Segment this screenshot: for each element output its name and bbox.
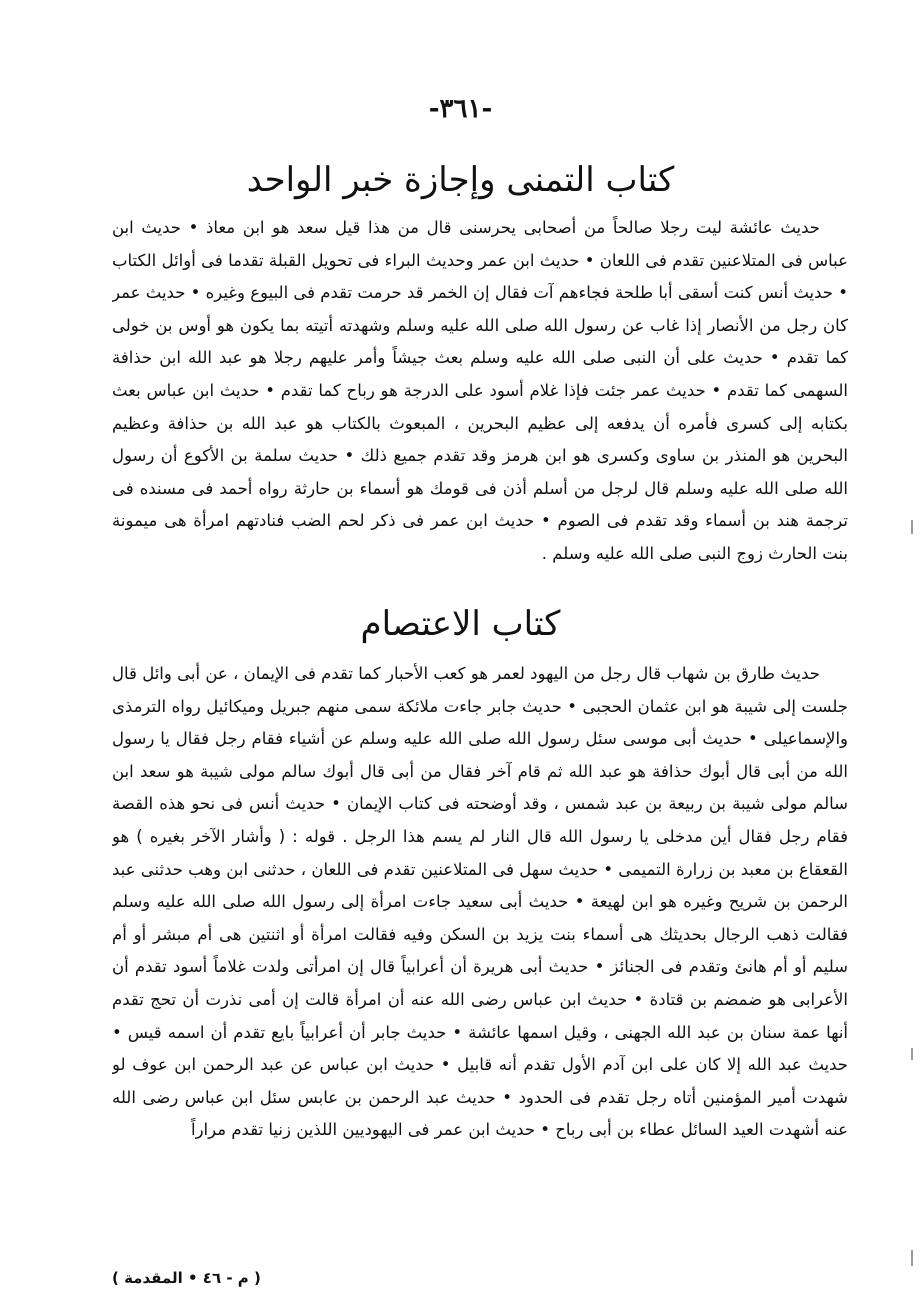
chapter-title-tamanni: كتاب التمنى وإجازة خبر الواحد [246,160,675,200]
scan-edge-mark [911,520,913,534]
signature-mark: ( م - ٤٦ • المقدمة ) [112,1269,261,1287]
scan-edge-mark [911,1250,913,1266]
section-paragraph: حديث طارق بن شهاب قال رجل من اليهود لعمر هو كعب الأحبار كما تقدم فى الإيمان ، عن أبى وائل قال جلست إلى شيبة هو ابن عثمان الحجبى • حديث جابر جاءت ملائكة سمى منهم جبريل وميكائيل رواه الترمذى والإسماعيلى • حديث أبى موسى سئل رسول الله صلى الله عليه وسلم عن أشياء فقام رجل فقال يا رسول الله من أبى قال أبوك حذافة هو عبد الله ثم قام آخر فقال من أبى قال أبوك سالم مولى شيبة هو سعد ابن سالم مولى شيبة بن ربيعة بن عبد شمس ، وقد أوضحته فى كتاب الإيمان • حديث أنس فى نحو هذه القصة فقام رجل فقال أين مدخلى يا رسول الله قال النار لم يسم هذا الرجل . قوله : ( وأشار الآخر بغيره ) هو القعقاع بن معبد بن زرارة التميمى • حديث سهل فى المتلاعنين تقدم فى اللعان ، حدثنى ابن وهب حدثنى عبد الرحمن بن شريح وغيره هو ابن لهيعة • حديث أبى سعيد جاءت امرأة إلى رسول الله صلى الله عليه وسلم فقالت ذهب الرجال بحديثك هى أسماء بنت يزيد بن السكن وفيه فقالت امرأة أو اثنتين هى أم مبشر أو أم سليم أو أم هانئ وتقدم فى الجنائز • حديث أبى هريرة أن أعرابياً قال إن امرأتى ولدت غلاماً أسود تقدم أن الأعرابى هو ضمضم بن قتادة • حديث ابن عباس رضى الله عنه أن امرأة قالت إن أمى نذرت أن تحج تقدم أنها عمة سنان بن عبد الله الجهنى ، وقيل اسمها عائشة • حديث جابر أن أعرابياً بايع تقدم أن اسمه قيس • حديث عبد الله إلا كان على ابن آدم الأول تقدم أنه قابيل • حديث ابن عباس عن عبد الرحمن ابن عوف لو شهدت أمير المؤمنين أتاه رجل تقدم فى الحدود • حديث عبد الرحمن بن عابس سئل ابن عباس رضى الله عنه أشهدت العيد السائل عطاء بن أبى رباح • حديث ابن عمر فى اليهوديين اللذين زنيا تقدم مراراً [112,664,848,1140]
chapter-title-itisam: كتاب الاعتصام [360,604,561,644]
scan-edge-mark [911,1048,913,1060]
section-body-tamanni [112,212,848,592]
section-body-itisam [112,658,848,1276]
page-number: -٣٦١- [428,94,493,124]
section-paragraph: حديث عائشة ليت رجلا صالحاً من أصحابى يحرسنى قال من هذا قيل سعد هو ابن معاذ • حديث ابن عباس فى المتلاعنين تقدم فى اللعان • حديث ابن عمر وحديث البراء فى تحويل القبلة تقدما فى أوائل الكتاب • حديث أنس كنت أسقى أبا طلحة فجاءهم آت فقال إن الخمر قد حرمت تقدم فى البيوع وغيره • حديث عمر كان رجل من الأنصار إذا غاب عن رسول الله صلى الله عليه وسلم وشهدته أتيته بما يكون هو أوس بن خولى كما تقدم • حديث على أن النبى صلى الله عليه وسلم بعث جيشاً وأمر عليهم رجلا هو عبد الله ابن حذافة السهمى كما تقدم • حديث عمر جئت فإذا غلام أسود على الدرجة هو رباح كما تقدم • حديث ابن عباس بعث بكتابه إلى كسرى فأمره أن يدفعه إلى عظيم البحرين ، المبعوث بالكتاب هو عبد الله بن حذافة وعظيم البحرين هو المنذر بن ساوى وكسرى هو ابن هرمز وقد تقدم جميع ذلك • حديث سلمة بن الأكوع أن رسول الله صلى الله عليه وسلم قال لرجل من أسلم أذن فى قومك هو أسماء بن حارثة رواه أحمد فى مسنده فى ترجمة هند بن أسماء وقد تقدم فى الصوم • حديث ابن عمر فى ذكر لحم الضب فنادتهم امرأة هى ميمونة بنت الحارث زوج النبى صلى الله عليه وسلم . [112,218,848,563]
